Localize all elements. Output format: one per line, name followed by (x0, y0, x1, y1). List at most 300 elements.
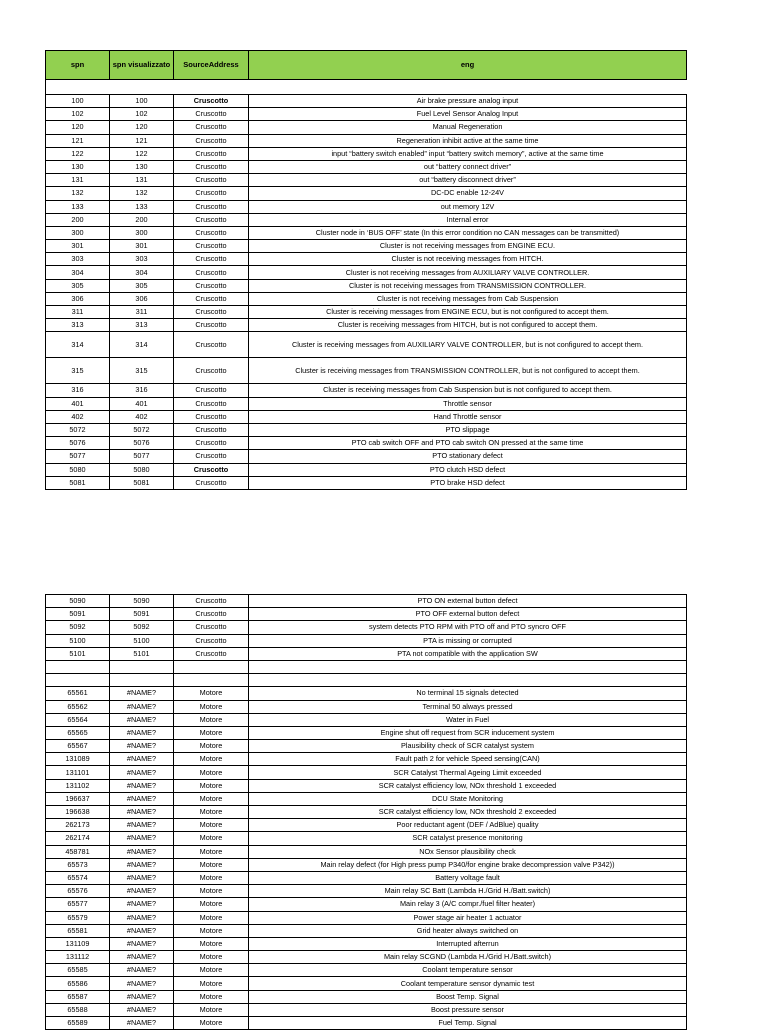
cell-eng: Regeneration inhibit active at the same time (249, 134, 687, 147)
cell-source-address: Cruscotto (174, 423, 249, 436)
cell-spn: 5091 (46, 608, 110, 621)
cell-spn-visualizzato: 401 (110, 397, 174, 410)
cell-spn-visualizzato: 313 (110, 319, 174, 332)
table-row (46, 990, 687, 1003)
cell-spn-visualizzato: 100 (110, 95, 174, 108)
table-row (46, 358, 687, 384)
cell-eng: Coolant temperature sensor dynamic test (249, 977, 687, 990)
table-row (46, 700, 687, 713)
cell-spn-visualizzato: 5092 (110, 621, 174, 634)
cell-eng: Fuel Temp. Signal (249, 1017, 687, 1030)
cell-spn: 130 (46, 160, 110, 173)
cell-eng: Cluster is receiving messages from TRANSMISSION CONTROLLER, but is not configured to accept them. (249, 358, 687, 384)
cell-spn-visualizzato: #NAME? (110, 990, 174, 1003)
cell-spn: 102 (46, 108, 110, 121)
cell-spn: 200 (46, 213, 110, 226)
cell-source-address: Cruscotto (174, 476, 249, 489)
cell-source-address: Cruscotto (174, 160, 249, 173)
cell-source-address: Motore (174, 819, 249, 832)
table-row (46, 319, 687, 332)
cell-spn: 65576 (46, 885, 110, 898)
cell-spn: 65564 (46, 713, 110, 726)
table-row (46, 397, 687, 410)
cell-spn-visualizzato: #NAME? (110, 924, 174, 937)
cell-spn: 122 (46, 147, 110, 160)
cell-source-address: Cruscotto (174, 226, 249, 239)
cell-spn-visualizzato: 5080 (110, 463, 174, 476)
cell-spn: 121 (46, 134, 110, 147)
cell-eng: Hand Throttle sensor (249, 410, 687, 423)
cell-eng: Cluster is not receiving messages from AUXILIARY VALVE CONTROLLER. (249, 266, 687, 279)
table-row (46, 924, 687, 937)
cell-spn-visualizzato: 402 (110, 410, 174, 423)
table-row (46, 108, 687, 121)
cell-spn: 132 (46, 187, 110, 200)
cell-source-address: Motore (174, 832, 249, 845)
table-row (46, 819, 687, 832)
cell-eng: PTO ON external button defect (249, 595, 687, 608)
table-row (46, 437, 687, 450)
cell-spn: 300 (46, 226, 110, 239)
cell-spn: 65573 (46, 858, 110, 871)
cell-source-address (174, 660, 249, 673)
cell-spn-visualizzato: 311 (110, 306, 174, 319)
cell-eng: Internal error (249, 213, 687, 226)
cell-eng: out “battery disconnect driver” (249, 174, 687, 187)
table-row (46, 279, 687, 292)
cell-spn: 401 (46, 397, 110, 410)
cell-eng: Cluster is receiving messages from Cab Suspension but is not configured to accept them. (249, 384, 687, 397)
table-row (46, 885, 687, 898)
cell-source-address: Cruscotto (174, 279, 249, 292)
cell-spn: 131109 (46, 937, 110, 950)
cell-source-address: Cruscotto (174, 621, 249, 634)
cell-spn-visualizzato (110, 674, 174, 687)
cell-eng: Fault path 2 for vehicle Speed sensing(CAN) (249, 753, 687, 766)
cell-source-address: Motore (174, 951, 249, 964)
cell-spn: 262174 (46, 832, 110, 845)
table-row (46, 306, 687, 319)
table-row (46, 463, 687, 476)
cell-spn-visualizzato: 130 (110, 160, 174, 173)
cell-spn: 131101 (46, 766, 110, 779)
cell-eng: Water in Fuel (249, 713, 687, 726)
cell-spn-visualizzato: #NAME? (110, 779, 174, 792)
cell-spn-visualizzato: 121 (110, 134, 174, 147)
table-row (46, 911, 687, 924)
table-row (46, 1017, 687, 1030)
cell-source-address: Cruscotto (174, 450, 249, 463)
cell-spn-visualizzato: 200 (110, 213, 174, 226)
table-row (46, 292, 687, 305)
cell-eng (249, 674, 687, 687)
cell-source-address: Motore (174, 740, 249, 753)
blank-row (46, 674, 687, 687)
cell-eng: Boost pressure sensor (249, 1003, 687, 1016)
spacer-row (46, 80, 687, 95)
cell-spn: 5080 (46, 463, 110, 476)
cell-source-address: Motore (174, 871, 249, 884)
cell-source-address: Motore (174, 898, 249, 911)
cell-spn-visualizzato: #NAME? (110, 806, 174, 819)
table-row (46, 253, 687, 266)
cell-eng: Manual Regeneration (249, 121, 687, 134)
table-row (46, 332, 687, 358)
table-row (46, 595, 687, 608)
cell-source-address: Cruscotto (174, 266, 249, 279)
cell-spn-visualizzato: #NAME? (110, 871, 174, 884)
cell-spn-visualizzato: 305 (110, 279, 174, 292)
cell-spn-visualizzato: #NAME? (110, 951, 174, 964)
cell-source-address: Cruscotto (174, 174, 249, 187)
cell-spn-visualizzato (110, 660, 174, 673)
cell-eng: SCR catalyst efficiency low, NOx threshold 1 exceeded (249, 779, 687, 792)
cell-source-address: Cruscotto (174, 253, 249, 266)
cell-eng: Boost Temp. Signal (249, 990, 687, 1003)
cell-source-address: Motore (174, 753, 249, 766)
cell-eng: PTO slippage (249, 423, 687, 436)
cell-source-address (174, 674, 249, 687)
cell-source-address: Cruscotto (174, 634, 249, 647)
cell-spn: 5081 (46, 476, 110, 489)
table-row (46, 832, 687, 845)
cell-eng: PTO cab switch OFF and PTO cab switch ON pressed at the same time (249, 437, 687, 450)
cell-eng: PTO OFF external button defect (249, 608, 687, 621)
cell-spn-visualizzato: 5090 (110, 595, 174, 608)
cell-spn: 196638 (46, 806, 110, 819)
table-row (46, 806, 687, 819)
cell-spn-visualizzato: #NAME? (110, 964, 174, 977)
table-row (46, 898, 687, 911)
cell-spn-visualizzato: 301 (110, 240, 174, 253)
cell-eng: Battery voltage fault (249, 871, 687, 884)
cell-eng: No terminal 15 signals detected (249, 687, 687, 700)
cell-source-address: Cruscotto (174, 240, 249, 253)
table-row (46, 964, 687, 977)
cell-eng: Cluster is receiving messages from HITCH, but is not configured to accept them. (249, 319, 687, 332)
cell-spn-visualizzato: 102 (110, 108, 174, 121)
table-row (46, 187, 687, 200)
cell-eng: Cluster is not receiving messages from TRANSMISSION CONTROLLER. (249, 279, 687, 292)
cell-source-address: Cruscotto (174, 319, 249, 332)
cell-source-address: Motore (174, 845, 249, 858)
table-row (46, 634, 687, 647)
cell-spn: 65589 (46, 1017, 110, 1030)
cell-source-address: Cruscotto (174, 200, 249, 213)
table-row (46, 95, 687, 108)
cell-eng: PTO clutch HSD defect (249, 463, 687, 476)
cell-spn: 133 (46, 200, 110, 213)
cell-source-address: Cruscotto (174, 384, 249, 397)
cell-eng: Terminal 50 always pressed (249, 700, 687, 713)
table-row (46, 200, 687, 213)
cell-spn: 65581 (46, 924, 110, 937)
cell-source-address: Motore (174, 1003, 249, 1016)
cell-spn-visualizzato: 5077 (110, 450, 174, 463)
cell-spn-visualizzato: 304 (110, 266, 174, 279)
cell-spn: 262173 (46, 819, 110, 832)
cell-spn-visualizzato: 133 (110, 200, 174, 213)
header-eng: eng (249, 51, 687, 80)
cell-source-address: Cruscotto (174, 358, 249, 384)
cell-spn-visualizzato: 306 (110, 292, 174, 305)
cell-spn: 5077 (46, 450, 110, 463)
cell-spn-visualizzato: #NAME? (110, 1017, 174, 1030)
cell-eng: Air brake pressure analog input (249, 95, 687, 108)
cell-spn: 304 (46, 266, 110, 279)
cell-eng: NOx Sensor plausibility check (249, 845, 687, 858)
cell-source-address: Motore (174, 937, 249, 950)
cell-source-address: Cruscotto (174, 595, 249, 608)
cell-source-address: Motore (174, 713, 249, 726)
cell-eng: Cluster is not receiving messages from Cab Suspension (249, 292, 687, 305)
table-row (46, 977, 687, 990)
table-row (46, 792, 687, 805)
cell-eng: Interrupted afterrun (249, 937, 687, 950)
cell-eng: Main relay SC Batt (Lambda H./Grid H./Batt.switch) (249, 885, 687, 898)
blank-row (46, 660, 687, 673)
cell-source-address: Cruscotto (174, 292, 249, 305)
cell-spn-visualizzato: 300 (110, 226, 174, 239)
cell-spn-visualizzato: 5076 (110, 437, 174, 450)
cell-spn-visualizzato: 316 (110, 384, 174, 397)
cell-spn: 100 (46, 95, 110, 108)
cell-source-address: Motore (174, 779, 249, 792)
cell-eng: Power stage air heater 1 actuator (249, 911, 687, 924)
cell-source-address: Cruscotto (174, 108, 249, 121)
cell-spn: 313 (46, 319, 110, 332)
cell-spn: 131112 (46, 951, 110, 964)
cell-spn-visualizzato: 132 (110, 187, 174, 200)
table-row (46, 858, 687, 871)
table-row (46, 687, 687, 700)
cell-spn-visualizzato: 5091 (110, 608, 174, 621)
cell-eng: Cluster is receiving messages from ENGINE ECU, but is not configured to accept them. (249, 306, 687, 319)
cell-source-address: Cruscotto (174, 147, 249, 160)
cell-eng: out memory 12V (249, 200, 687, 213)
cell-spn-visualizzato: 5081 (110, 476, 174, 489)
table-row (46, 213, 687, 226)
cell-eng: Fuel Level Sensor Analog Input (249, 108, 687, 121)
cell-spn (46, 660, 110, 673)
cell-spn: 311 (46, 306, 110, 319)
cell-spn-visualizzato: #NAME? (110, 819, 174, 832)
cell-spn-visualizzato: 131 (110, 174, 174, 187)
cell-spn-visualizzato: 303 (110, 253, 174, 266)
cell-source-address: Cruscotto (174, 397, 249, 410)
cell-eng: out “battery connect driver” (249, 160, 687, 173)
cell-spn-visualizzato: 5072 (110, 423, 174, 436)
cell-spn: 5100 (46, 634, 110, 647)
cell-spn: 65585 (46, 964, 110, 977)
cell-spn: 5101 (46, 647, 110, 660)
cell-eng: Cluster is receiving messages from AUXILIARY VALVE CONTROLLER, but is not configured to accept them. (249, 332, 687, 358)
cell-eng: Main relay SCGND (Lambda H./Grid H./Batt.switch) (249, 951, 687, 964)
cell-source-address: Motore (174, 858, 249, 871)
table-row (46, 766, 687, 779)
header-row (46, 51, 687, 80)
cell-spn: 65579 (46, 911, 110, 924)
table-row (46, 621, 687, 634)
cell-source-address: Motore (174, 924, 249, 937)
table-row (46, 726, 687, 739)
cell-eng: SCR Catalyst Thermal Ageing Limit exceeded (249, 766, 687, 779)
cell-eng: PTA is missing or corrupted (249, 634, 687, 647)
cell-eng: DCU State Monitoring (249, 792, 687, 805)
cell-spn: 316 (46, 384, 110, 397)
cell-eng: Cluster is not receiving messages from ENGINE ECU. (249, 240, 687, 253)
cell-eng: Cluster node in ‘BUS OFF’ state (In this error condition no CAN messages can be transmitted) (249, 226, 687, 239)
cell-eng: SCR catalyst presence monitoring (249, 832, 687, 845)
cell-eng: Main relay 3 (A/C compr./fuel filter heater) (249, 898, 687, 911)
cell-spn: 120 (46, 121, 110, 134)
cell-spn: 315 (46, 358, 110, 384)
cell-eng: Poor reductant agent (DEF / AdBlue) quality (249, 819, 687, 832)
cell-spn: 458781 (46, 845, 110, 858)
table-row (46, 240, 687, 253)
cell-spn: 303 (46, 253, 110, 266)
fault-code-table-page-1 (45, 50, 687, 490)
cell-source-address: Motore (174, 792, 249, 805)
cell-eng: system detects PTO RPM with PTO off and PTO syncro OFF (249, 621, 687, 634)
cell-source-address: Motore (174, 977, 249, 990)
cell-spn-visualizzato: 315 (110, 358, 174, 384)
cell-spn: 314 (46, 332, 110, 358)
cell-source-address: Cruscotto (174, 410, 249, 423)
cell-source-address: Cruscotto (174, 306, 249, 319)
table-row (46, 410, 687, 423)
cell-spn-visualizzato: #NAME? (110, 766, 174, 779)
header-spn: spn (46, 51, 110, 80)
cell-eng: input “battery switch enabled” input “battery switch memory”, active at the same time (249, 147, 687, 160)
table-row (46, 476, 687, 489)
cell-eng: DC-DC enable 12-24V (249, 187, 687, 200)
cell-spn-visualizzato: #NAME? (110, 832, 174, 845)
cell-source-address: Motore (174, 700, 249, 713)
table-row (46, 779, 687, 792)
cell-eng: SCR catalyst efficiency low, NOx threshold 2 exceeded (249, 806, 687, 819)
table-row (46, 713, 687, 726)
table-row (46, 845, 687, 858)
cell-spn-visualizzato: #NAME? (110, 858, 174, 871)
cell-source-address: Motore (174, 726, 249, 739)
cell-source-address: Cruscotto (174, 121, 249, 134)
header-spn-visualizzato: spn visualizzato (110, 51, 174, 80)
cell-spn: 5090 (46, 595, 110, 608)
cell-spn: 301 (46, 240, 110, 253)
cell-source-address: Motore (174, 687, 249, 700)
cell-eng: Engine shut off request from SCR inducement system (249, 726, 687, 739)
cell-eng: PTO stationary defect (249, 450, 687, 463)
cell-spn: 305 (46, 279, 110, 292)
table-row (46, 384, 687, 397)
cell-spn: 65562 (46, 700, 110, 713)
cell-spn: 131102 (46, 779, 110, 792)
cell-spn-visualizzato: 122 (110, 147, 174, 160)
cell-spn-visualizzato: #NAME? (110, 753, 174, 766)
table-row (46, 647, 687, 660)
table-row (46, 423, 687, 436)
table-row (46, 740, 687, 753)
table-row (46, 121, 687, 134)
cell-spn: 65588 (46, 1003, 110, 1016)
cell-eng (249, 660, 687, 673)
cell-spn: 65586 (46, 977, 110, 990)
cell-spn-visualizzato: #NAME? (110, 885, 174, 898)
cell-spn: 5092 (46, 621, 110, 634)
table-row (46, 1003, 687, 1016)
cell-spn (46, 674, 110, 687)
cell-spn-visualizzato: #NAME? (110, 937, 174, 950)
header-source-address: SourceAddress (174, 51, 249, 80)
table-row (46, 160, 687, 173)
cell-spn-visualizzato: #NAME? (110, 792, 174, 805)
cell-spn-visualizzato: 5101 (110, 647, 174, 660)
cell-spn: 5076 (46, 437, 110, 450)
table-row (46, 226, 687, 239)
cell-source-address: Motore (174, 766, 249, 779)
cell-spn-visualizzato: #NAME? (110, 845, 174, 858)
cell-source-address: Cruscotto (174, 213, 249, 226)
cell-eng: Main relay defect (for High press pump P340/for engine brake decompression valve P342)) (249, 858, 687, 871)
cell-spn: 65574 (46, 871, 110, 884)
cell-spn-visualizzato: 314 (110, 332, 174, 358)
cell-source-address: Cruscotto (174, 332, 249, 358)
cell-source-address: Cruscotto (174, 187, 249, 200)
table-row (46, 134, 687, 147)
cell-spn-visualizzato: #NAME? (110, 687, 174, 700)
cell-spn-visualizzato: #NAME? (110, 713, 174, 726)
cell-spn-visualizzato: #NAME? (110, 740, 174, 753)
cell-source-address: Motore (174, 990, 249, 1003)
cell-spn: 65587 (46, 990, 110, 1003)
cell-source-address: Motore (174, 911, 249, 924)
cell-source-address: Cruscotto (174, 463, 249, 476)
cell-eng: Coolant temperature sensor (249, 964, 687, 977)
cell-source-address: Cruscotto (174, 134, 249, 147)
cell-source-address: Cruscotto (174, 647, 249, 660)
cell-source-address: Cruscotto (174, 95, 249, 108)
cell-eng: PTA not compatible with the application SW (249, 647, 687, 660)
cell-eng: Throttle sensor (249, 397, 687, 410)
table-row (46, 608, 687, 621)
table-row (46, 174, 687, 187)
cell-spn: 65565 (46, 726, 110, 739)
cell-spn-visualizzato: #NAME? (110, 898, 174, 911)
cell-spn: 65567 (46, 740, 110, 753)
table-row (46, 937, 687, 950)
cell-spn: 306 (46, 292, 110, 305)
cell-spn: 131089 (46, 753, 110, 766)
table-row (46, 951, 687, 964)
table-row (46, 266, 687, 279)
table-row (46, 871, 687, 884)
cell-spn-visualizzato: 120 (110, 121, 174, 134)
cell-spn: 5072 (46, 423, 110, 436)
cell-source-address: Motore (174, 964, 249, 977)
table-row (46, 753, 687, 766)
cell-source-address: Cruscotto (174, 608, 249, 621)
fault-code-table-page-2 (45, 594, 687, 1030)
cell-spn-visualizzato: #NAME? (110, 700, 174, 713)
cell-source-address: Motore (174, 1017, 249, 1030)
cell-spn-visualizzato: 5100 (110, 634, 174, 647)
cell-source-address: Cruscotto (174, 437, 249, 450)
cell-eng: Grid heater always switched on (249, 924, 687, 937)
cell-spn-visualizzato: #NAME? (110, 1003, 174, 1016)
cell-spn: 402 (46, 410, 110, 423)
cell-eng: Cluster is not receiving messages from HITCH. (249, 253, 687, 266)
